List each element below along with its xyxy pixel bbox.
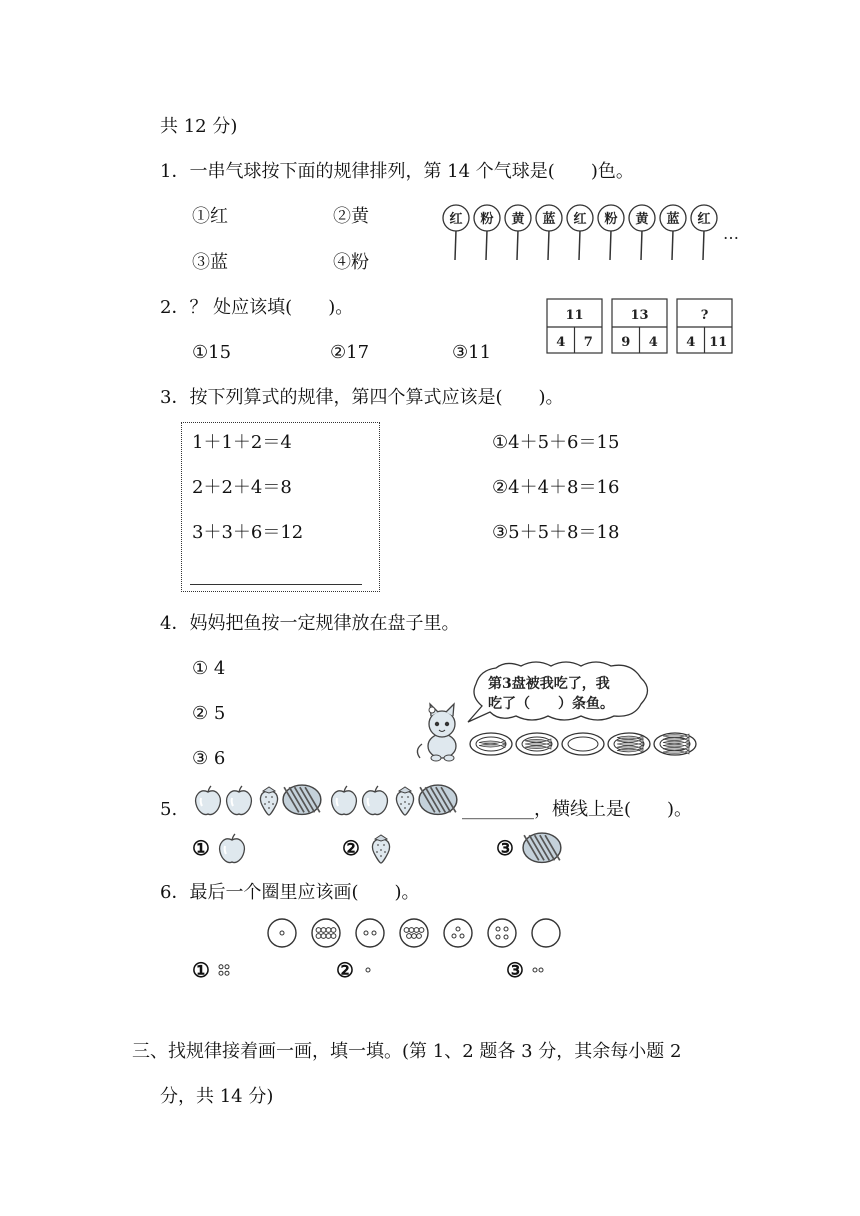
dot-circle-4 bbox=[400, 919, 428, 947]
plate-5 bbox=[654, 733, 696, 755]
question-5-number: 5. bbox=[160, 799, 178, 820]
q5-option-3-watermelon-icon bbox=[520, 830, 566, 866]
number-box-right: 7 bbox=[583, 335, 593, 350]
q5-option-2-label: ② bbox=[342, 836, 360, 860]
balloon-1 bbox=[443, 205, 469, 260]
dot bbox=[219, 965, 223, 969]
fruit-sequence bbox=[192, 782, 454, 820]
watermelon-icon bbox=[283, 785, 321, 814]
dot bbox=[225, 965, 229, 969]
apple-icon bbox=[363, 786, 388, 815]
q6-option-1-dots bbox=[214, 960, 234, 980]
q2-option-3: ③11 bbox=[452, 342, 492, 363]
q3-option-3: ③5＋5＋8＝18 bbox=[492, 522, 620, 543]
watermelon-icon bbox=[419, 785, 457, 814]
svg-text:黄: 黄 bbox=[635, 212, 649, 227]
number-box-left: 9 bbox=[621, 335, 631, 350]
q4-option-3: ③ 6 bbox=[192, 748, 226, 769]
svg-text:红: 红 bbox=[697, 212, 711, 227]
balloon-3 bbox=[505, 205, 531, 260]
svg-text:红: 红 bbox=[449, 212, 463, 227]
balloon-ellipsis: … bbox=[723, 224, 739, 243]
dot bbox=[219, 971, 223, 975]
number-box-1 bbox=[547, 299, 602, 353]
dot-circle-2 bbox=[312, 919, 340, 947]
q1-option-2: ②黄 bbox=[333, 206, 369, 227]
plate-1 bbox=[470, 733, 512, 755]
watermelon-icon bbox=[523, 833, 561, 862]
number-box-left: 4 bbox=[686, 335, 696, 350]
q6-option-3-label: ③ bbox=[506, 958, 524, 982]
question-3-text: 3．按下列算式的规律，第四个算式应该是( )。 bbox=[160, 387, 564, 408]
apple-icon bbox=[227, 786, 252, 815]
bubble-line-1: 第3盘被我吃了，我 bbox=[488, 676, 610, 692]
q5-option-3-label: ③ bbox=[496, 836, 514, 860]
header-continuation: 共 12 分) bbox=[160, 116, 238, 137]
number-box-top: ? bbox=[700, 308, 709, 323]
q1-option-4: ④粉 bbox=[333, 252, 369, 273]
q6-option-2-label: ② bbox=[336, 958, 354, 982]
dot-circle-5 bbox=[444, 919, 472, 947]
formula-1: 1＋1＋2＝4 bbox=[192, 432, 292, 453]
number-box-left: 4 bbox=[556, 335, 566, 350]
q3-option-2: ②4＋4＋8＝16 bbox=[492, 477, 620, 498]
question-2-text: 2．？ 处应该填( )。 bbox=[160, 297, 354, 318]
strawberry-icon bbox=[372, 835, 389, 863]
question-1-text: 1．一串气球按下面的规律排列，第 14 个气球是( )色。 bbox=[160, 161, 634, 182]
cat-illustration bbox=[412, 700, 472, 762]
plate-2 bbox=[516, 733, 558, 755]
dot-circle-6 bbox=[488, 919, 516, 947]
q3-option-1: ①4＋5＋6＝15 bbox=[492, 432, 620, 453]
svg-text:粉: 粉 bbox=[480, 212, 494, 227]
section-3-heading-line-2: 分，共 14 分) bbox=[160, 1086, 274, 1107]
q5-option-1-apple-icon bbox=[216, 832, 248, 864]
balloon-7 bbox=[629, 205, 655, 260]
dot-circle-3 bbox=[356, 919, 384, 947]
q4-option-2: ② 5 bbox=[192, 703, 226, 724]
dot-circle-sequence bbox=[266, 918, 566, 950]
q6-option-3-dots bbox=[528, 960, 552, 980]
formula-2: 2＋2＋4＝8 bbox=[192, 477, 292, 498]
bubble-line-2: 吃了（ ）条鱼。 bbox=[488, 696, 614, 712]
q6-option-2-dots bbox=[358, 960, 378, 980]
dot bbox=[539, 968, 543, 972]
apple-icon bbox=[332, 786, 357, 815]
balloon-4 bbox=[536, 205, 562, 260]
q4-option-1: ① 4 bbox=[192, 658, 226, 679]
q2-option-1: ①15 bbox=[192, 342, 232, 363]
balloon-6 bbox=[598, 205, 624, 260]
q2-option-2: ②17 bbox=[330, 342, 370, 363]
number-box-3 bbox=[677, 299, 732, 353]
dot-circle-1 bbox=[268, 919, 296, 947]
question-5-blank-text: ________，横线上是( )。 bbox=[462, 799, 693, 820]
dot bbox=[533, 968, 537, 972]
section-3-heading-line-1: 三、找规律接着画一画，填一填。(第 1、2 题各 3 分，其余每小题 2 bbox=[132, 1041, 682, 1062]
svg-text:红: 红 bbox=[573, 212, 587, 227]
balloon-5 bbox=[567, 205, 593, 260]
question-4-text: 4．妈妈把鱼按一定规律放在盘子里。 bbox=[160, 613, 460, 634]
dot bbox=[366, 968, 370, 972]
number-box-top: 13 bbox=[630, 308, 649, 323]
balloon-8 bbox=[660, 205, 686, 260]
q1-option-3: ③蓝 bbox=[192, 252, 228, 273]
plate-3 bbox=[562, 733, 604, 755]
dot bbox=[225, 971, 229, 975]
svg-text:粉: 粉 bbox=[604, 212, 618, 227]
svg-text:黄: 黄 bbox=[511, 212, 525, 227]
formula-answer-line bbox=[190, 584, 362, 585]
fish-plates bbox=[468, 729, 718, 759]
apple-icon bbox=[196, 786, 221, 815]
question-6-text: 6．最后一个圈里应该画( )。 bbox=[160, 882, 420, 903]
q6-option-1-label: ① bbox=[192, 958, 210, 982]
dot-circle-7 bbox=[532, 919, 560, 947]
svg-text:蓝: 蓝 bbox=[666, 212, 680, 227]
balloon-sequence bbox=[440, 204, 740, 264]
plate-4 bbox=[608, 733, 650, 755]
strawberry-icon bbox=[396, 787, 413, 815]
balloon-2 bbox=[474, 205, 500, 260]
speech-bubble bbox=[466, 660, 656, 722]
strawberry-icon bbox=[260, 787, 277, 815]
number-box-right: 11 bbox=[709, 335, 728, 350]
number-box-top: 11 bbox=[565, 308, 584, 323]
number-box-right: 4 bbox=[648, 335, 658, 350]
q5-option-1-label: ① bbox=[192, 836, 210, 860]
q1-option-1: ①红 bbox=[192, 206, 228, 227]
apple-icon bbox=[220, 834, 245, 863]
balloon-9 bbox=[691, 205, 717, 260]
number-box-2 bbox=[612, 299, 667, 353]
number-boxes bbox=[546, 298, 736, 356]
formula-3: 3＋3＋6＝12 bbox=[192, 522, 304, 543]
svg-text:蓝: 蓝 bbox=[542, 212, 556, 227]
q5-option-2-strawberry-icon bbox=[366, 832, 398, 864]
